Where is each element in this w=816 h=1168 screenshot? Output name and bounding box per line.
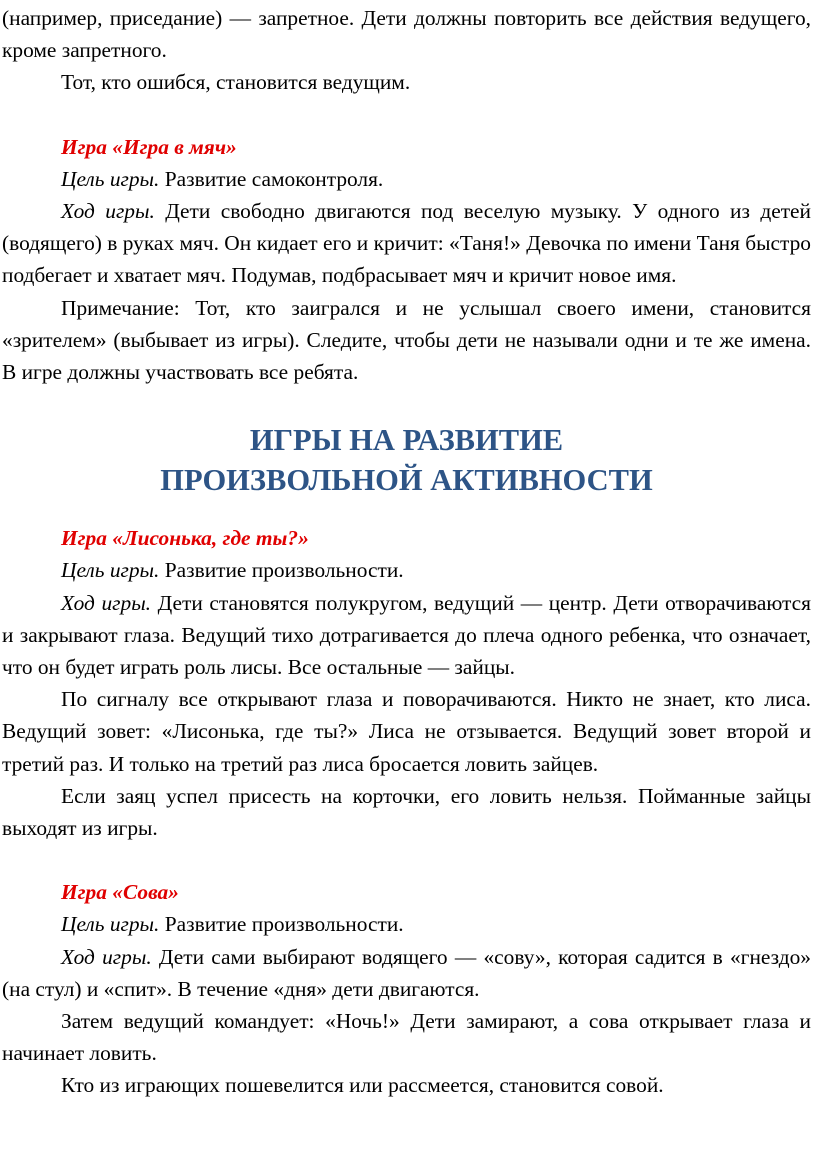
game-owl-paragraph-2: Затем ведущий командует: «Ночь!» Дети замирают, а сова открывает глаза и начинает ловить. <box>2 1009 811 1066</box>
course-label: Ход игры. <box>61 199 155 224</box>
game-fox-goal <box>2 554 811 586</box>
game-owl-goal <box>2 908 811 940</box>
game-ball-course <box>2 195 811 292</box>
section-heading <box>2 420 811 500</box>
game-fox-paragraph-2: По сигналу все открывают глаза и поворачиваются. Никто не знает, кто лиса. Ведущий зовет: «Лисонька, где ты?» Лиса не отзывается. Ведущий зовет второй и третий раз. И только на третий раз лиса бросается ловить зайцев. <box>2 687 811 776</box>
goal-text: Развитие произвольности. <box>164 558 404 583</box>
goal-text: Развитие произвольности. <box>164 912 404 937</box>
course-text: Дети становятся полукругом, ведущий — центр. Дети отворачиваются и закрывают глаза. Ведущий тихо дотрагивается до плеча одного ребенка, что означает, что он будет играть роль лисы. Все остальные — зайцы. <box>2 590 811 680</box>
spacer <box>2 388 811 420</box>
game-owl-paragraph-3: Кто из играющих пошевелится или рассмеется, становится совой. <box>61 1073 664 1098</box>
spacer <box>2 99 811 131</box>
course-text: Дети сами выбирают водящего — «сову», которая садится в «гнездо» (на стул) и «спит». В течение «дня» дети двигаются. <box>2 944 811 1001</box>
game-ball-note: Примечание: Тот, кто заигрался и не услышал своего имени, становится «зрителем» (выбывает из игры). Следите, чтобы дети не называли одни и те же имена. В игре должны участвовать все ребята. <box>2 295 811 385</box>
course-text: Дети свободно двигаются под веселую музыку. У одного из детей (водящего) в руках мяч. Он кидает его и кричит: «Таня!» Девочка по имени Таня быстро подбегает и хватает мяч. Подумав, подбрасывает мяч и кричит новое имя. <box>2 199 811 288</box>
game-fox-title: Игра «Лисонька, где ты?» <box>61 526 309 551</box>
course-label: Ход игры. <box>61 590 152 615</box>
game-fox-course <box>2 587 811 684</box>
goal-label: Цель игры. <box>61 912 160 937</box>
intro-continuation: (например, приседание) — запретное. Дети должны повторить все действия ведущего, кроме запретного. <box>2 6 811 63</box>
course-label: Ход игры. <box>61 944 152 969</box>
section-heading-line2: ПРОИЗВОЛЬНОЙ АКТИВНОСТИ <box>160 463 653 498</box>
game-owl-title: Игра «Сова» <box>61 880 179 905</box>
section-heading-line1: ИГРЫ НА РАЗВИТИЕ <box>249 423 564 458</box>
game-owl-course <box>2 941 811 1005</box>
game-fox-paragraph-3: Если заяц успел присесть на корточки, его ловить нельзя. Пойманные зайцы выходят из игры. <box>2 783 811 841</box>
spacer <box>2 500 811 522</box>
goal-label: Цель игры. <box>61 166 160 191</box>
game-ball-goal <box>2 163 811 195</box>
goal-text: Развитие самоконтроля. <box>164 166 384 191</box>
goal-label: Цель игры. <box>61 558 160 583</box>
game-ball-title: Игра «Игра в мяч» <box>61 134 237 159</box>
intro-rule: Тот, кто ошибся, становится ведущим. <box>61 70 411 95</box>
spacer <box>2 844 811 876</box>
